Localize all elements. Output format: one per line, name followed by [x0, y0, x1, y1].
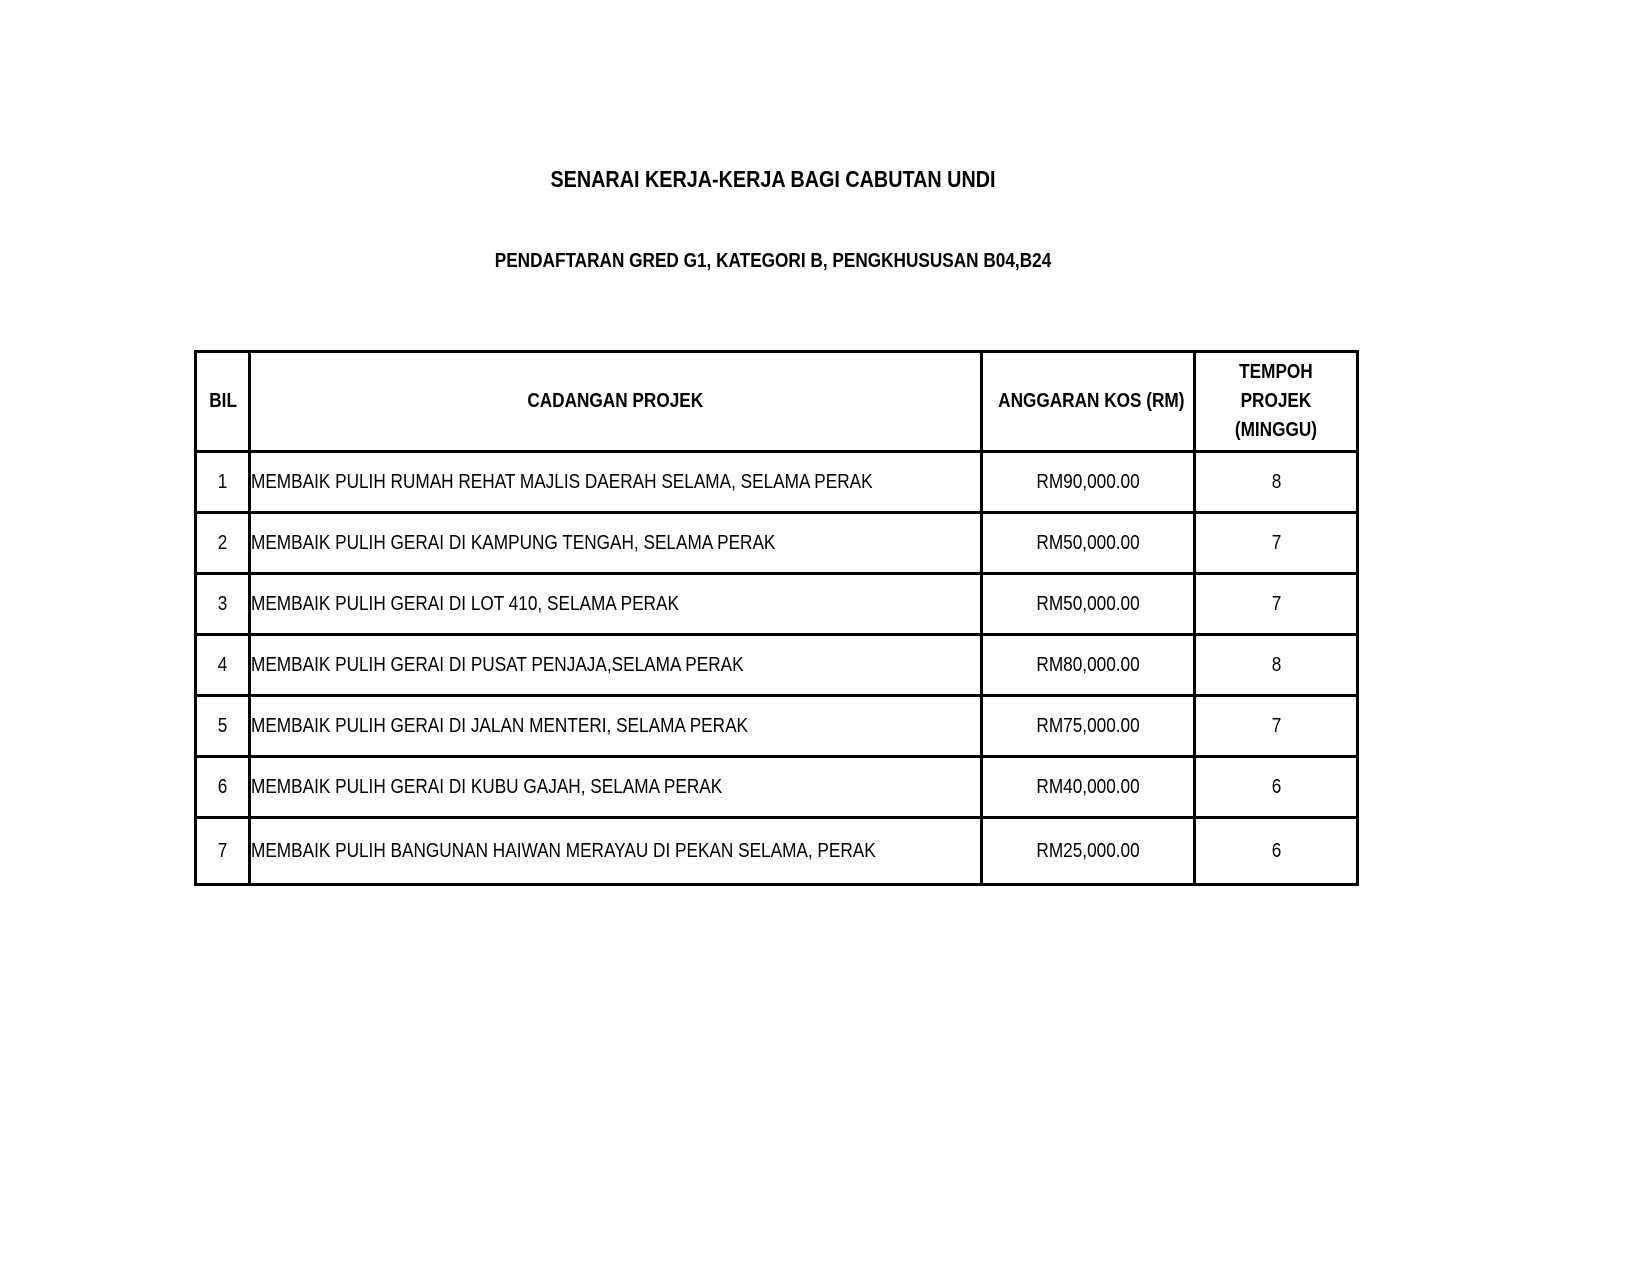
table-row	[196, 452, 1358, 513]
cell-bil: 7	[196, 818, 250, 885]
works-table	[194, 350, 1359, 886]
cell-bil: 5	[196, 696, 250, 757]
cell-bil: 1	[196, 452, 250, 513]
table-row	[196, 757, 1358, 818]
table-row	[196, 574, 1358, 635]
cell-kos: RM50,000.00	[982, 513, 1195, 574]
cell-projek: MEMBAIK PULIH BANGUNAN HAIWAN MERAYAU DI PEKAN SELAMA, PERAK	[250, 818, 982, 885]
cell-kos: RM75,000.00	[982, 696, 1195, 757]
header-bil: BIL	[196, 352, 250, 452]
header-tempoh-projek: TEMPOH PROJEK (MINGGU)	[1195, 352, 1358, 452]
cell-kos: RM25,000.00	[982, 818, 1195, 885]
cell-tempoh: 6	[1195, 818, 1358, 885]
cell-tempoh: 8	[1195, 635, 1358, 696]
cell-bil: 3	[196, 574, 250, 635]
cell-projek: MEMBAIK PULIH GERAI DI KAMPUNG TENGAH, SELAMA PERAK	[250, 513, 982, 574]
table-row	[196, 696, 1358, 757]
table-row	[196, 513, 1358, 574]
cell-projek: MEMBAIK PULIH GERAI DI PUSAT PENJAJA,SELAMA PERAK	[250, 635, 982, 696]
cell-tempoh: 8	[1195, 452, 1358, 513]
cell-bil: 4	[196, 635, 250, 696]
cell-kos: RM40,000.00	[982, 757, 1195, 818]
cell-kos: RM90,000.00	[982, 452, 1195, 513]
cell-projek: MEMBAIK PULIH GERAI DI JALAN MENTERI, SELAMA PERAK	[250, 696, 982, 757]
cell-tempoh: 6	[1195, 757, 1358, 818]
cell-projek: MEMBAIK PULIH GERAI DI KUBU GAJAH, SELAMA PERAK	[250, 757, 982, 818]
document-title: SENARAI KERJA-KERJA BAGI CABUTAN UNDI	[550, 166, 996, 192]
table-header-row	[196, 352, 1358, 452]
cell-projek: MEMBAIK PULIH GERAI DI LOT 410, SELAMA PERAK	[250, 574, 982, 635]
cell-bil: 2	[196, 513, 250, 574]
cell-kos: RM50,000.00	[982, 574, 1195, 635]
cell-kos: RM80,000.00	[982, 635, 1195, 696]
document-subtitle: PENDAFTARAN GRED G1, KATEGORI B, PENGKHUSUSAN B04,B24	[494, 250, 1052, 272]
cell-projek: MEMBAIK PULIH RUMAH REHAT MAJLIS DAERAH SELAMA, SELAMA PERAK	[250, 452, 982, 513]
cell-tempoh: 7	[1195, 574, 1358, 635]
table-row	[196, 635, 1358, 696]
header-cadangan-projek: CADANGAN PROJEK	[250, 352, 982, 452]
header-anggaran-kos: ANGGARAN KOS (RM)	[982, 352, 1195, 452]
cell-tempoh: 7	[1195, 696, 1358, 757]
cell-tempoh: 7	[1195, 513, 1358, 574]
cell-bil: 6	[196, 757, 250, 818]
table-row	[196, 818, 1358, 885]
